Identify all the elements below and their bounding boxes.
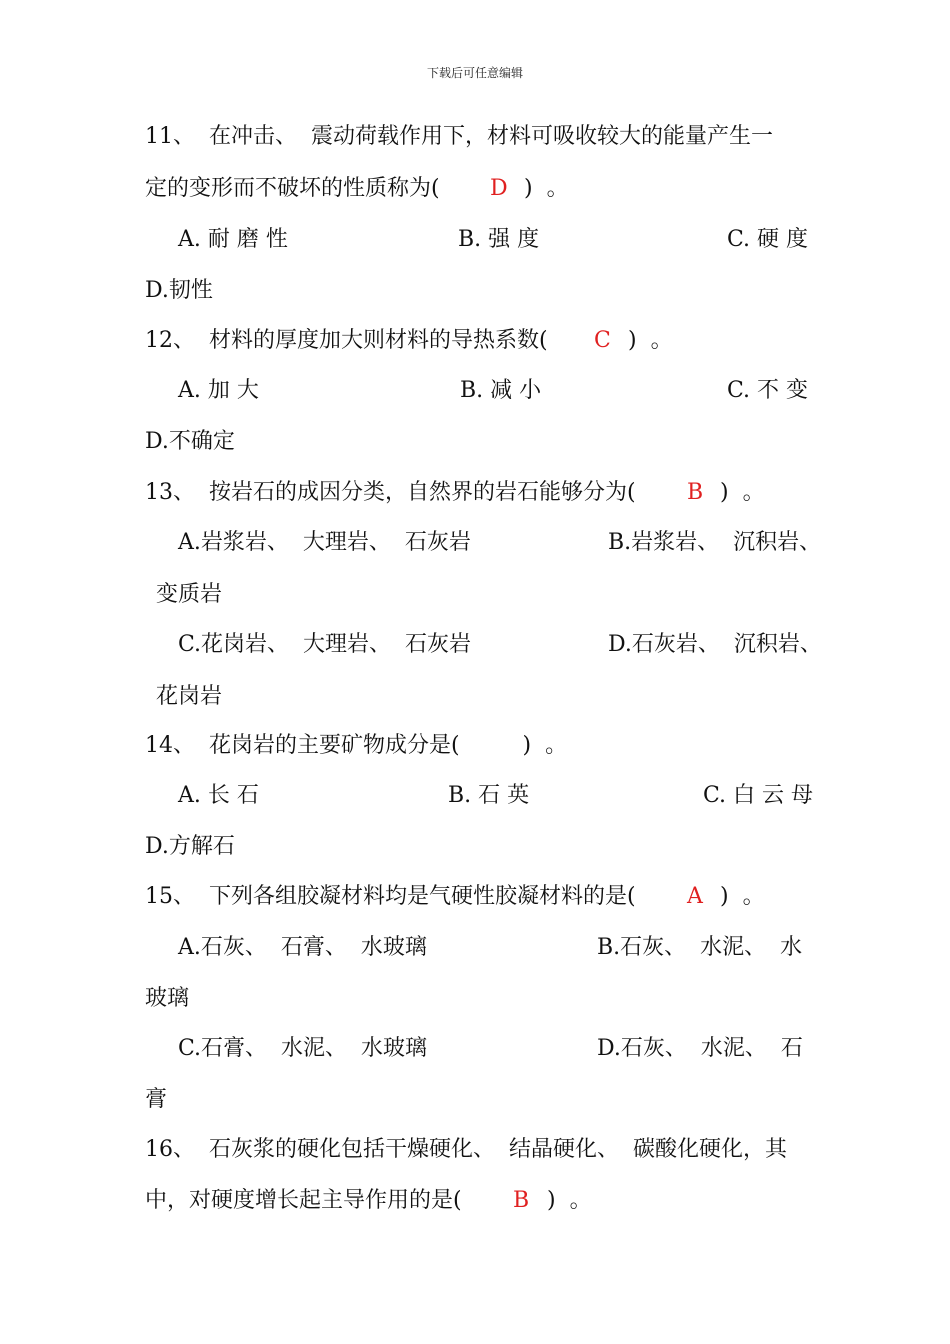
question-13-text: 13、 按岩石的成因分类，自然界的岩石能够分为( (145, 480, 636, 505)
question-13-close: ) 。 (720, 480, 765, 505)
question-11-answer: D (490, 176, 508, 201)
question-14-option-a: A. 长 石 (178, 783, 259, 808)
question-16-text: 16、 石灰浆的硬化包括干燥硬化、 结晶硬化、 碳酸化硬化，其 (145, 1137, 787, 1162)
question-13-option-b-cont: 变质岩 (156, 582, 223, 607)
question-12-text: 12、 材料的厚度加大则材料的导热系数( (145, 328, 548, 353)
question-15-option-a: A.石灰、 石膏、 水玻璃 (178, 935, 427, 960)
question-12-answer: C (594, 328, 611, 353)
question-13-option-c: C.花岗岩、 大理岩、 石灰岩 (178, 632, 472, 657)
question-12-option-c: C. 不 变 (727, 378, 809, 403)
question-15-close: ) 。 (720, 884, 765, 909)
question-15-option-d: D.石灰、 水泥、 石 (597, 1036, 803, 1061)
question-13-option-d-cont: 花岗岩 (156, 684, 223, 709)
question-11-text: 11、 在冲击、 震动荷载作用下，材料可吸收较大的能量产生一 (145, 124, 773, 149)
question-14-text: 14、 花岗岩的主要矿物成分是( ) 。 (145, 733, 568, 758)
question-15-option-c: C.石膏、 水泥、 水玻璃 (178, 1036, 428, 1061)
question-11-option-c: C. 硬 度 (727, 227, 809, 252)
question-15-option-b: B.石灰、 水泥、 水 (597, 935, 803, 960)
question-12-option-d: D.不确定 (145, 429, 235, 454)
question-16-answer: B (513, 1188, 530, 1213)
question-11-option-b: B. 强 度 (458, 227, 540, 252)
page-header: 下载后可任意编辑 (426, 66, 523, 80)
question-16-close: ) 。 (547, 1188, 592, 1213)
question-11-close: ) 。 (524, 176, 569, 201)
question-15-text: 15、 下列各组胶凝材料均是气硬性胶凝材料的是( (145, 884, 636, 909)
question-12-option-b: B. 减 小 (460, 378, 542, 403)
question-14-option-d: D.方解石 (145, 834, 235, 859)
question-14-option-b: B. 石 英 (448, 783, 530, 808)
question-12-option-a: A. 加 大 (178, 378, 259, 403)
question-16-text-cont: 中，对硬度增长起主导作用的是( (145, 1188, 462, 1213)
question-14-option-c: C. 白 云 母 (703, 783, 814, 808)
question-15-option-d-cont: 膏 (145, 1087, 168, 1112)
question-11-option-a: A. 耐 磨 性 (178, 227, 288, 252)
question-15-option-b-cont: 玻璃 (145, 986, 190, 1011)
question-13-option-d: D.石灰岩、 沉积岩、 (608, 632, 822, 657)
question-11-option-d: D.韧性 (145, 278, 213, 303)
question-11-text-cont: 定的变形而不破坏的性质称为( (145, 176, 440, 201)
question-13-option-a: A.岩浆岩、 大理岩、 石灰岩 (178, 530, 471, 555)
question-13-option-b: B.岩浆岩、 沉积岩、 (608, 530, 822, 555)
question-15-answer: A (687, 884, 703, 909)
question-12-close: ) 。 (628, 328, 673, 353)
question-13-answer: B (687, 480, 704, 505)
